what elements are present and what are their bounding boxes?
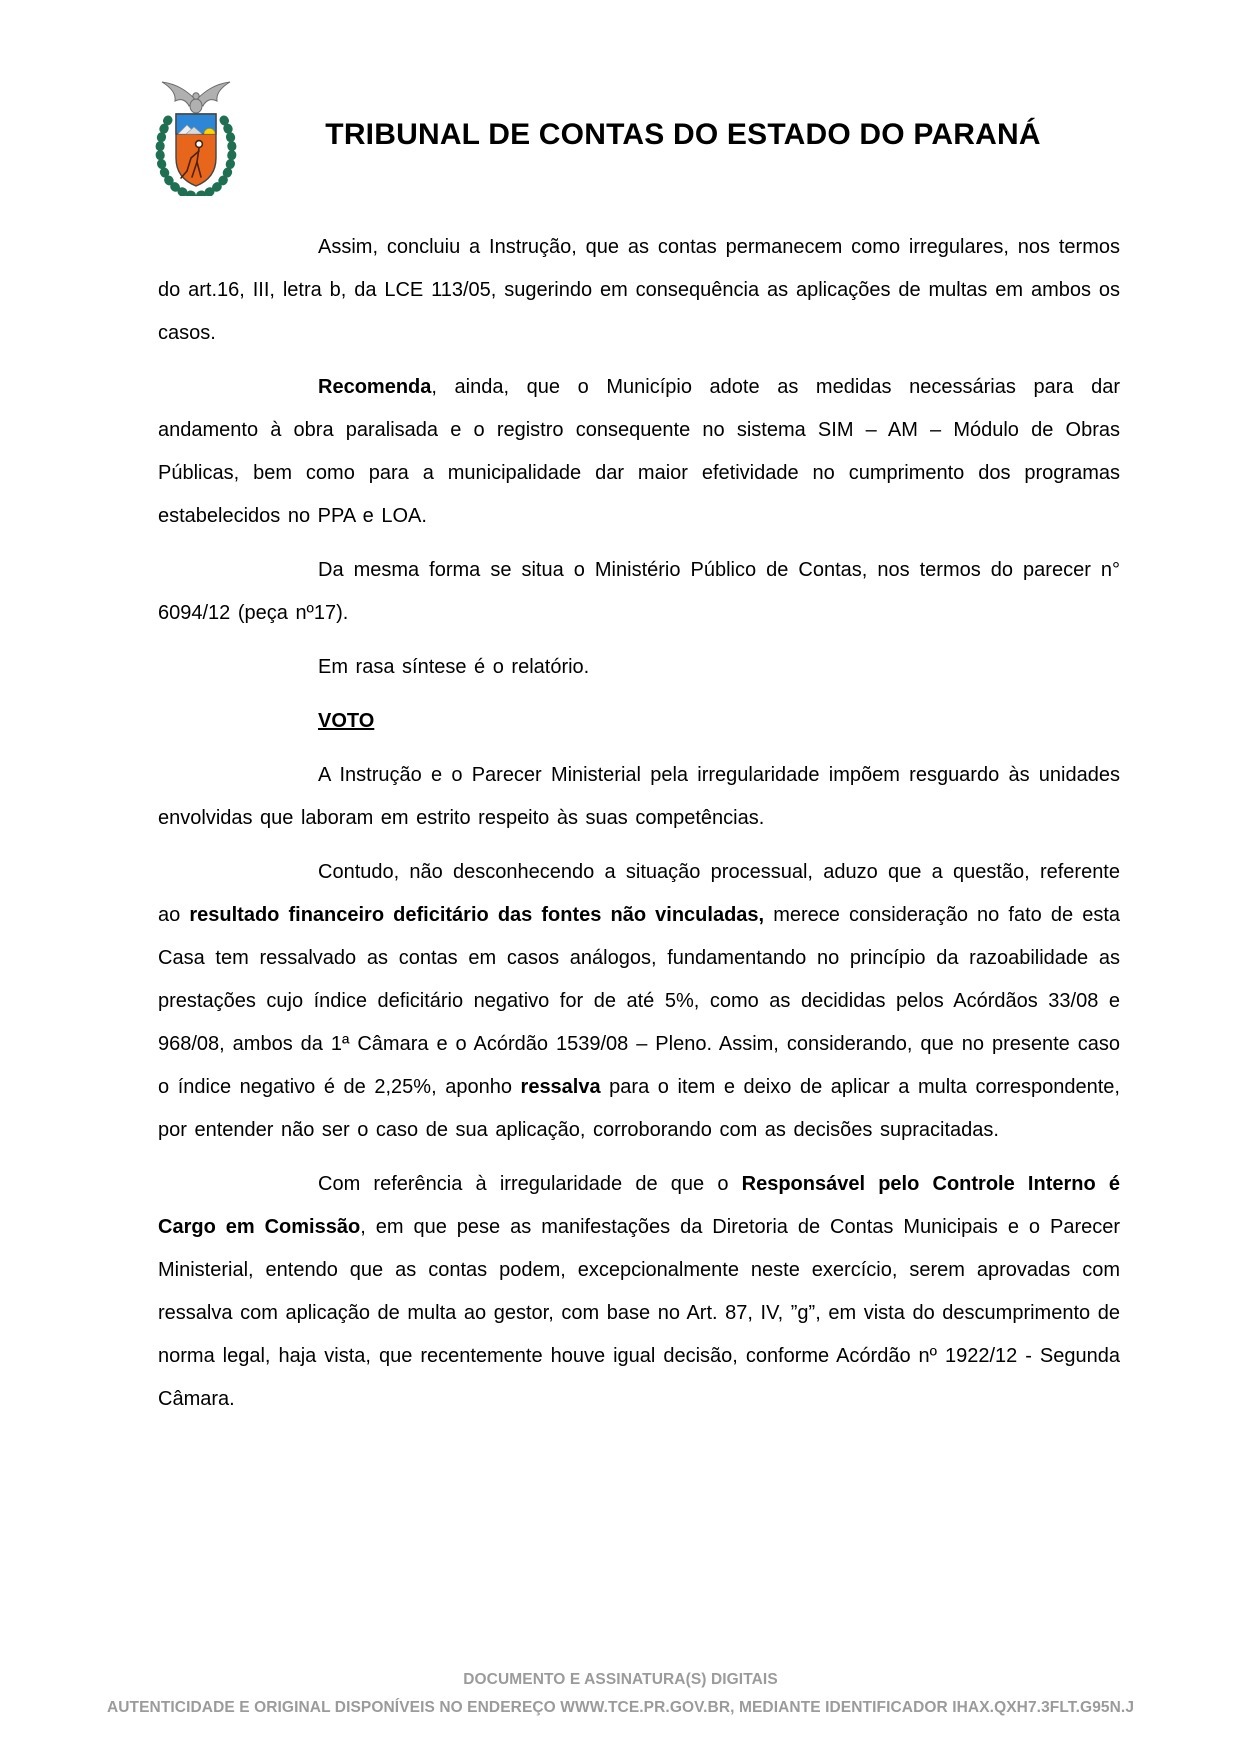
paragraph-6-bold-1: resultado financeiro deficitário das fontes não vinculadas,: [189, 904, 765, 926]
parana-coat-of-arms-logo: [150, 78, 242, 196]
paragraph-3: [158, 549, 1120, 635]
paragraph-4-text: Em rasa síntese é o relatório.: [318, 656, 590, 678]
paragraph-2-text: , ainda, que o Município adote as medidas necessárias para dar andamento à obra paralisada e o registro consequente no sistema SIM – AM – Módulo de Obras Públicas, bem como para a municipalidade dar maior efetividade no cumprimento dos programas estabelecidos no PPA e LOA.: [158, 376, 1120, 527]
eagle-icon: [162, 82, 230, 113]
paragraph-7-bold-1: Responsável pelo Controle Interno é Cargo em Comissão: [158, 1173, 1121, 1238]
paragraph-6-text-3: para o item e deixo de aplicar a multa correspondente, por entender não ser o caso de sua aplicação, corroborando com as decisões supracitadas.: [158, 1076, 1120, 1141]
footer-line-1: DOCUMENTO E ASSINATURA(S) DIGITAIS: [463, 1671, 778, 1688]
footer-line-2: AUTENTICIDADE E ORIGINAL DISPONÍVEIS NO ENDEREÇO WWW.TCE.PR.GOV.BR, MEDIANTE IDENTIFICADOR IHAX.QXH7.3FLT.G95N.J: [106, 1699, 1135, 1716]
paragraph-2: [158, 366, 1120, 538]
page-title: TRIBUNAL DE CONTAS DO ESTADO DO PARANÁ: [325, 118, 1041, 151]
document-footer: [0, 1666, 1241, 1722]
paragraph-2-bold: Recomenda: [318, 376, 432, 398]
paragraph-6-text-2: merece consideração no fato de esta Casa tem ressalvado as contas em casos análogos, fundamentando no princípio da razoabilidade as prestações cujo índice deficitário negativo for de até 5%, como as decididas pelos Acórdãos 33/08 e 968/08, ambos da 1ª Câmara e o Acórdão 1539/08 – Pleno. Assim, considerando, que no presente caso o índice negativo é de 2,25%, aponho: [158, 904, 1121, 1098]
paragraph-1: [158, 226, 1120, 355]
paragraph-7-text-1: Com referência à irregularidade de que o: [318, 1173, 742, 1195]
paragraph-3-text: Da mesma forma se situa o Ministério Público de Contas, nos termos do parecer n° 6094/12 (peça nº17).: [158, 559, 1120, 624]
shield-icon: [176, 114, 216, 186]
paragraph-5-text: A Instrução e o Parecer Ministerial pela irregularidade impõem resguardo às unidades envolvidas que laboram em estrito respeito às suas competências.: [158, 764, 1120, 829]
paragraph-7-text-2: , em que pese as manifestações da Diretoria de Contas Municipais e o Parecer Ministerial, entendo que as contas podem, excepcionalmente neste exercício, serem aprovadas com ressalva com aplicação de multa ao gestor, com base no Art. 87, IV, ”g”, em vista do descumprimento de norma legal, haja vista, que recentemente houve igual decisão, conforme Acórdão nº 1922/12 - Segunda Câmara.: [158, 1216, 1121, 1410]
paragraph-6: [158, 851, 1120, 1152]
paragraph-1-text: Assim, concluiu a Instrução, que as contas permanecem como irregulares, nos termos do art.16, III, letra b, da LCE 113/05, sugerindo em consequência as aplicações de multas em ambos os casos.: [158, 236, 1120, 344]
document-body: [158, 226, 1120, 1432]
paragraph-7: [158, 1163, 1120, 1421]
paragraph-6-bold-2: ressalva: [520, 1076, 601, 1098]
paragraph-5: [158, 754, 1120, 840]
paragraph-4: [158, 646, 1120, 689]
voto-heading: VOTO: [318, 710, 375, 732]
paragraph-6-text-1: Contudo, não desconhecendo a situação processual, aduzo que a questão, referente ao: [158, 861, 1120, 926]
